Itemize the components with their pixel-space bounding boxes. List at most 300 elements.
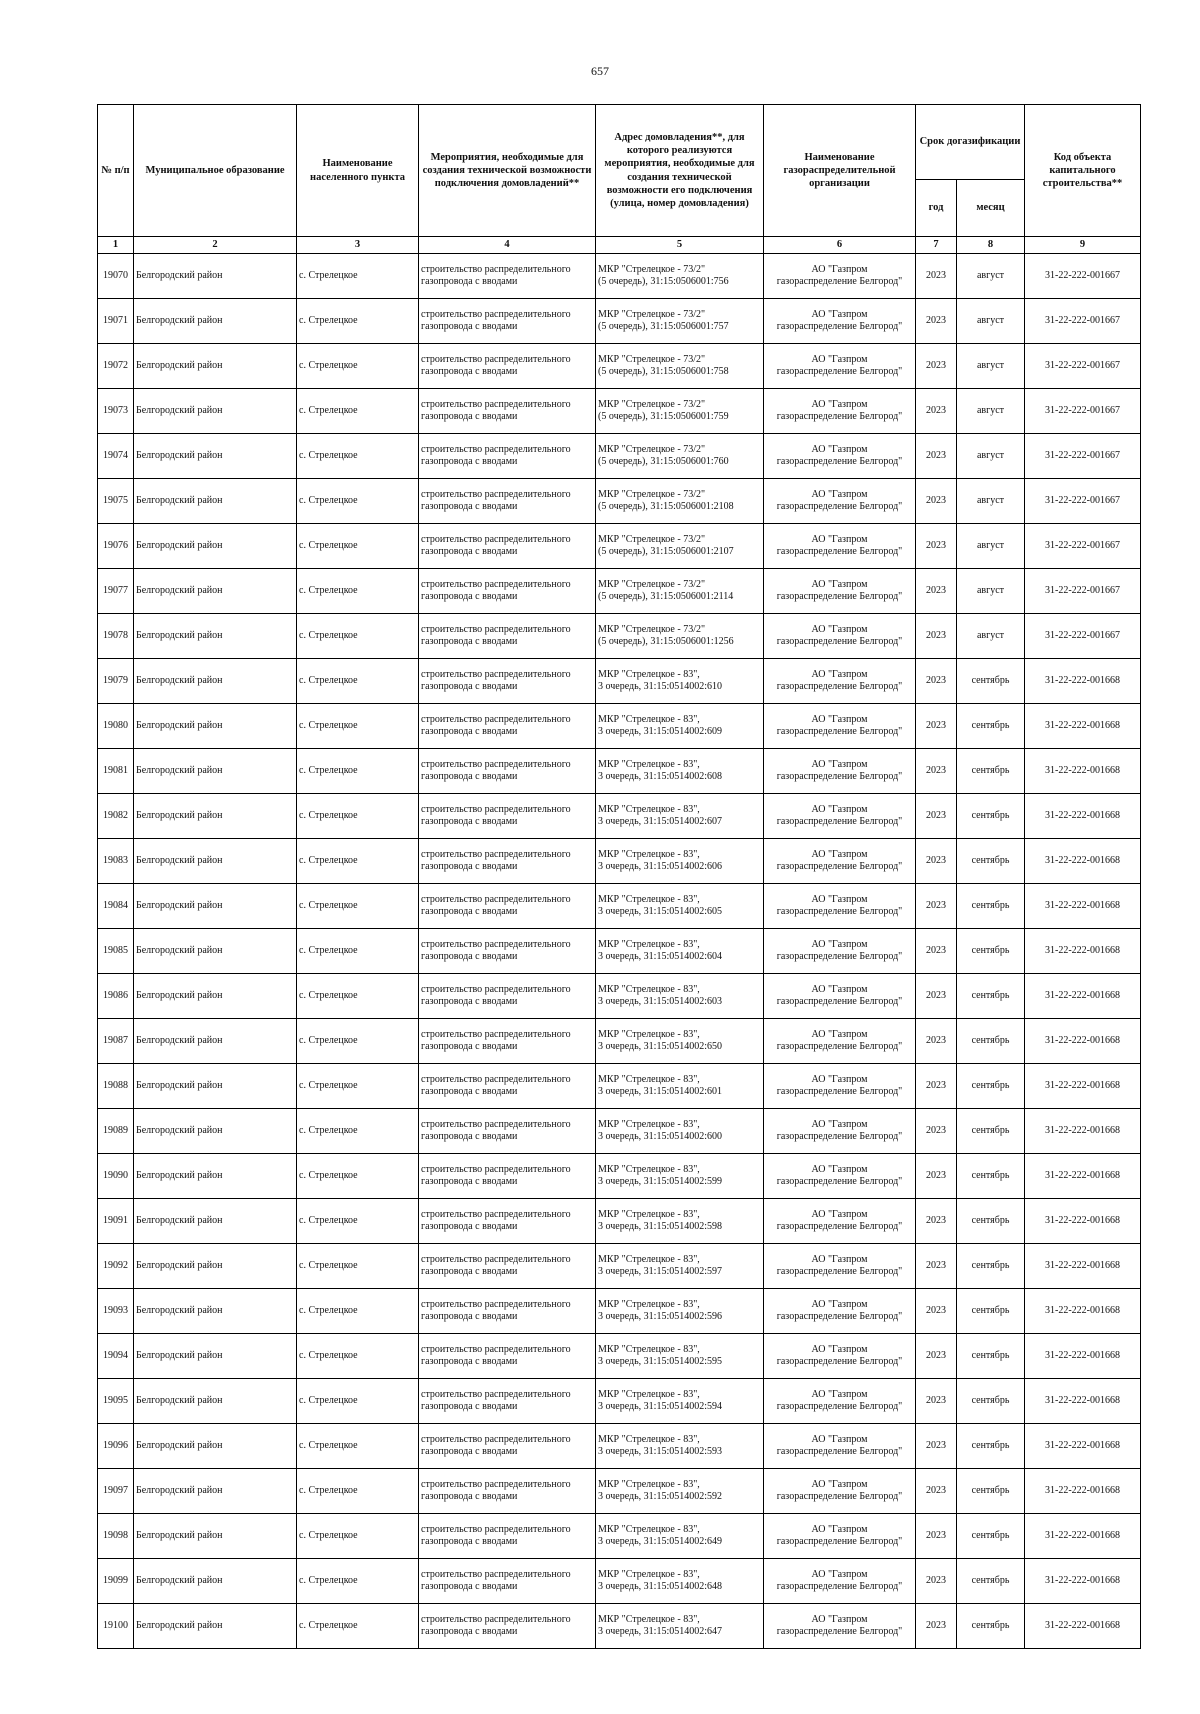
locality-cell: с. Стрелецкое bbox=[297, 389, 419, 434]
year-cell: 2023 bbox=[916, 1199, 957, 1244]
month-cell: август bbox=[957, 389, 1025, 434]
address-line: (5 очередь), 31:15:0506001:2108 bbox=[598, 501, 734, 512]
object-code-cell: 31-22-222-001668 bbox=[1025, 1334, 1141, 1379]
organization-line: АО "Газпром bbox=[811, 1344, 868, 1355]
table-row bbox=[98, 524, 1141, 569]
measures-line: строительство распределительного bbox=[421, 939, 571, 950]
organization-cell bbox=[764, 1064, 916, 1109]
locality-cell: с. Стрелецкое bbox=[297, 524, 419, 569]
organization-line: газораспределение Белгород" bbox=[776, 1491, 903, 1502]
row-number: 19089 bbox=[98, 1109, 134, 1154]
organization-cell bbox=[764, 614, 916, 659]
measures-line: газопровода с вводами bbox=[421, 591, 518, 602]
address-line: МКР "Стрелецкое - 73/2" bbox=[598, 624, 706, 635]
organization-line: АО "Газпром bbox=[811, 264, 868, 275]
table-row bbox=[98, 254, 1141, 299]
measures-line: строительство распределительного bbox=[421, 1209, 571, 1220]
organization-line: АО "Газпром bbox=[811, 714, 868, 725]
measures-cell bbox=[419, 1334, 596, 1379]
row-number: 19070 bbox=[98, 254, 134, 299]
year-cell: 2023 bbox=[916, 434, 957, 479]
organization-line: газораспределение Белгород" bbox=[776, 906, 903, 917]
table-row bbox=[98, 344, 1141, 389]
measures-cell bbox=[419, 389, 596, 434]
address-line: МКР "Стрелецкое - 83", bbox=[598, 1299, 700, 1310]
organization-line: АО "Газпром bbox=[811, 1074, 868, 1085]
organization-line: газораспределение Белгород" bbox=[776, 321, 903, 332]
year-cell: 2023 bbox=[916, 704, 957, 749]
address-cell bbox=[596, 1289, 764, 1334]
month-cell: сентябрь bbox=[957, 1469, 1025, 1514]
organization-line: газораспределение Белгород" bbox=[776, 1221, 903, 1232]
locality-cell: с. Стрелецкое bbox=[297, 1019, 419, 1064]
year-cell: 2023 bbox=[916, 1559, 957, 1604]
organization-cell bbox=[764, 929, 916, 974]
measures-line: газопровода с вводами bbox=[421, 1401, 518, 1412]
locality-cell: с. Стрелецкое bbox=[297, 434, 419, 479]
measures-cell bbox=[419, 1379, 596, 1424]
municipality-cell: Белгородский район bbox=[134, 1244, 297, 1289]
organization-line: АО "Газпром bbox=[811, 849, 868, 860]
municipality-cell: Белгородский район bbox=[134, 749, 297, 794]
municipality-cell: Белгородский район bbox=[134, 794, 297, 839]
municipality-cell: Белгородский район bbox=[134, 1064, 297, 1109]
organization-line: АО "Газпром bbox=[811, 759, 868, 770]
row-number: 19092 bbox=[98, 1244, 134, 1289]
organization-line: газораспределение Белгород" bbox=[776, 771, 903, 782]
address-cell bbox=[596, 1109, 764, 1154]
address-line: 3 очередь, 31:15:0514002:597 bbox=[598, 1266, 722, 1277]
municipality-cell: Белгородский район bbox=[134, 344, 297, 389]
organization-line: газораспределение Белгород" bbox=[776, 546, 903, 557]
organization-line: АО "Газпром bbox=[811, 1254, 868, 1265]
object-code-cell: 31-22-222-001667 bbox=[1025, 254, 1141, 299]
address-line: 3 очередь, 31:15:0514002:608 bbox=[598, 771, 722, 782]
locality-cell: с. Стрелецкое bbox=[297, 254, 419, 299]
month-cell: сентябрь bbox=[957, 1154, 1025, 1199]
row-number: 19098 bbox=[98, 1514, 134, 1559]
address-cell bbox=[596, 299, 764, 344]
object-code-cell: 31-22-222-001667 bbox=[1025, 569, 1141, 614]
organization-cell bbox=[764, 344, 916, 389]
municipality-cell: Белгородский район bbox=[134, 569, 297, 614]
month-cell: сентябрь bbox=[957, 1424, 1025, 1469]
table-row bbox=[98, 614, 1141, 659]
object-code-cell: 31-22-222-001668 bbox=[1025, 1514, 1141, 1559]
year-cell: 2023 bbox=[916, 389, 957, 434]
address-cell bbox=[596, 479, 764, 524]
measures-cell bbox=[419, 1199, 596, 1244]
row-number: 19099 bbox=[98, 1559, 134, 1604]
organization-line: газораспределение Белгород" bbox=[776, 636, 903, 647]
address-line: (5 очередь), 31:15:0506001:756 bbox=[598, 276, 729, 287]
address-cell bbox=[596, 974, 764, 1019]
year-cell: 2023 bbox=[916, 1244, 957, 1289]
organization-cell bbox=[764, 1424, 916, 1469]
measures-cell bbox=[419, 569, 596, 614]
table-row bbox=[98, 569, 1141, 614]
column-number: 7 bbox=[916, 237, 957, 254]
measures-cell bbox=[419, 974, 596, 1019]
object-code-cell: 31-22-222-001668 bbox=[1025, 1289, 1141, 1334]
table-row bbox=[98, 839, 1141, 884]
organization-line: газораспределение Белгород" bbox=[776, 681, 903, 692]
header-locality: Наименование населенного пункта bbox=[297, 105, 419, 237]
column-number-row bbox=[98, 237, 1141, 254]
measures-cell bbox=[419, 1154, 596, 1199]
municipality-cell: Белгородский район bbox=[134, 479, 297, 524]
measures-line: строительство распределительного bbox=[421, 1119, 571, 1130]
organization-cell bbox=[764, 1289, 916, 1334]
municipality-cell: Белгородский район bbox=[134, 974, 297, 1019]
locality-cell: с. Стрелецкое bbox=[297, 1199, 419, 1244]
organization-line: газораспределение Белгород" bbox=[776, 411, 903, 422]
organization-line: газораспределение Белгород" bbox=[776, 1086, 903, 1097]
measures-cell bbox=[419, 524, 596, 569]
organization-cell bbox=[764, 1109, 916, 1154]
month-cell: сентябрь bbox=[957, 1379, 1025, 1424]
object-code-cell: 31-22-222-001668 bbox=[1025, 1109, 1141, 1154]
organization-cell bbox=[764, 254, 916, 299]
address-line: МКР "Стрелецкое - 83", bbox=[598, 1344, 700, 1355]
month-cell: сентябрь bbox=[957, 1199, 1025, 1244]
row-number: 19076 bbox=[98, 524, 134, 569]
object-code-cell: 31-22-222-001667 bbox=[1025, 479, 1141, 524]
locality-cell: с. Стрелецкое bbox=[297, 1289, 419, 1334]
address-line: МКР "Стрелецкое - 83", bbox=[598, 939, 700, 950]
year-cell: 2023 bbox=[916, 569, 957, 614]
address-line: 3 очередь, 31:15:0514002:599 bbox=[598, 1176, 722, 1187]
address-cell bbox=[596, 1244, 764, 1289]
address-line: (5 очередь), 31:15:0506001:758 bbox=[598, 366, 729, 377]
month-cell: сентябрь bbox=[957, 1109, 1025, 1154]
locality-cell: с. Стрелецкое bbox=[297, 299, 419, 344]
header-deadline: Срок догазификации bbox=[916, 105, 1025, 180]
organization-line: АО "Газпром bbox=[811, 534, 868, 545]
month-cell: сентябрь bbox=[957, 1064, 1025, 1109]
month-cell: август bbox=[957, 254, 1025, 299]
measures-line: газопровода с вводами bbox=[421, 996, 518, 1007]
organization-line: газораспределение Белгород" bbox=[776, 1131, 903, 1142]
table-row bbox=[98, 749, 1141, 794]
organization-line: газораспределение Белгород" bbox=[776, 996, 903, 1007]
row-number: 19073 bbox=[98, 389, 134, 434]
address-line: МКР "Стрелецкое - 83", bbox=[598, 1479, 700, 1490]
table-row bbox=[98, 884, 1141, 929]
address-line: МКР "Стрелецкое - 83", bbox=[598, 849, 700, 860]
table-row bbox=[98, 389, 1141, 434]
municipality-cell: Белгородский район bbox=[134, 1559, 297, 1604]
measures-cell bbox=[419, 1514, 596, 1559]
address-line: 3 очередь, 31:15:0514002:603 bbox=[598, 996, 722, 1007]
measures-cell bbox=[419, 1244, 596, 1289]
measures-cell bbox=[419, 929, 596, 974]
object-code-cell: 31-22-222-001668 bbox=[1025, 929, 1141, 974]
address-line: 3 очередь, 31:15:0514002:609 bbox=[598, 726, 722, 737]
organization-line: АО "Газпром bbox=[811, 1299, 868, 1310]
measures-line: газопровода с вводами bbox=[421, 501, 518, 512]
table-body bbox=[98, 254, 1141, 1649]
measures-line: строительство распределительного bbox=[421, 444, 571, 455]
organization-line: АО "Газпром bbox=[811, 1389, 868, 1400]
month-cell: август bbox=[957, 524, 1025, 569]
municipality-cell: Белгородский район bbox=[134, 614, 297, 659]
measures-line: газопровода с вводами bbox=[421, 1311, 518, 1322]
table-row bbox=[98, 704, 1141, 749]
organization-cell bbox=[764, 569, 916, 614]
organization-cell bbox=[764, 839, 916, 884]
address-line: МКР "Стрелецкое - 83", bbox=[598, 669, 700, 680]
organization-line: газораспределение Белгород" bbox=[776, 591, 903, 602]
organization-cell bbox=[764, 1244, 916, 1289]
organization-line: АО "Газпром bbox=[811, 624, 868, 635]
address-line: (5 очередь), 31:15:0506001:760 bbox=[598, 456, 729, 467]
header-municipality: Муниципальное образование bbox=[134, 105, 297, 237]
measures-cell bbox=[419, 254, 596, 299]
table-row bbox=[98, 1604, 1141, 1649]
year-cell: 2023 bbox=[916, 794, 957, 839]
address-line: МКР "Стрелецкое - 73/2" bbox=[598, 354, 706, 365]
measures-line: газопровода с вводами bbox=[421, 1491, 518, 1502]
table-row bbox=[98, 1199, 1141, 1244]
table-row bbox=[98, 1334, 1141, 1379]
municipality-cell: Белгородский район bbox=[134, 884, 297, 929]
address-line: МКР "Стрелецкое - 73/2" bbox=[598, 309, 706, 320]
measures-line: газопровода с вводами bbox=[421, 681, 518, 692]
column-number: 4 bbox=[419, 237, 596, 254]
object-code-cell: 31-22-222-001668 bbox=[1025, 1019, 1141, 1064]
table-row bbox=[98, 1064, 1141, 1109]
measures-line: строительство распределительного bbox=[421, 354, 571, 365]
organization-line: АО "Газпром bbox=[811, 1029, 868, 1040]
object-code-cell: 31-22-222-001668 bbox=[1025, 749, 1141, 794]
organization-line: АО "Газпром bbox=[811, 1569, 868, 1580]
year-cell: 2023 bbox=[916, 1154, 957, 1199]
organization-line: АО "Газпром bbox=[811, 354, 868, 365]
measures-line: строительство распределительного bbox=[421, 1254, 571, 1265]
organization-cell bbox=[764, 479, 916, 524]
organization-cell bbox=[764, 1469, 916, 1514]
measures-cell bbox=[419, 839, 596, 884]
measures-line: газопровода с вводами bbox=[421, 861, 518, 872]
organization-line: АО "Газпром bbox=[811, 579, 868, 590]
table-row bbox=[98, 794, 1141, 839]
locality-cell: с. Стрелецкое bbox=[297, 1244, 419, 1289]
measures-cell bbox=[419, 884, 596, 929]
address-line: 3 очередь, 31:15:0514002:594 bbox=[598, 1401, 722, 1412]
organization-cell bbox=[764, 794, 916, 839]
month-cell: сентябрь bbox=[957, 974, 1025, 1019]
object-code-cell: 31-22-222-001668 bbox=[1025, 839, 1141, 884]
measures-line: газопровода с вводами bbox=[421, 1356, 518, 1367]
address-cell bbox=[596, 794, 764, 839]
locality-cell: с. Стрелецкое bbox=[297, 884, 419, 929]
table-row bbox=[98, 1514, 1141, 1559]
municipality-cell: Белгородский район bbox=[134, 704, 297, 749]
row-number: 19083 bbox=[98, 839, 134, 884]
table-row bbox=[98, 1289, 1141, 1334]
address-line: 3 очередь, 31:15:0514002:592 bbox=[598, 1491, 722, 1502]
address-cell bbox=[596, 1199, 764, 1244]
header-measures: Мероприятия, необходимые для создания технической возможности подключения домовладений** bbox=[419, 105, 596, 237]
measures-line: строительство распределительного bbox=[421, 1074, 571, 1085]
address-line: МКР "Стрелецкое - 83", bbox=[598, 1074, 700, 1085]
measures-cell bbox=[419, 1109, 596, 1154]
header-num: № п/п bbox=[98, 105, 134, 237]
month-cell: сентябрь bbox=[957, 1604, 1025, 1649]
address-line: МКР "Стрелецкое - 83", bbox=[598, 1524, 700, 1535]
table-header bbox=[98, 105, 1141, 254]
object-code-cell: 31-22-222-001668 bbox=[1025, 1199, 1141, 1244]
object-code-cell: 31-22-222-001668 bbox=[1025, 884, 1141, 929]
object-code-cell: 31-22-222-001668 bbox=[1025, 1064, 1141, 1109]
measures-cell bbox=[419, 1604, 596, 1649]
organization-line: АО "Газпром bbox=[811, 984, 868, 995]
address-line: 3 очередь, 31:15:0514002:607 bbox=[598, 816, 722, 827]
measures-line: газопровода с вводами bbox=[421, 411, 518, 422]
address-line: (5 очередь), 31:15:0506001:2107 bbox=[598, 546, 734, 557]
measures-line: газопровода с вводами bbox=[421, 1176, 518, 1187]
measures-cell bbox=[419, 1289, 596, 1334]
organization-line: газораспределение Белгород" bbox=[776, 1356, 903, 1367]
address-line: МКР "Стрелецкое - 73/2" bbox=[598, 264, 706, 275]
address-cell bbox=[596, 704, 764, 749]
municipality-cell: Белгородский район bbox=[134, 434, 297, 479]
object-code-cell: 31-22-222-001668 bbox=[1025, 1154, 1141, 1199]
municipality-cell: Белгородский район bbox=[134, 1019, 297, 1064]
address-line: 3 очередь, 31:15:0514002:600 bbox=[598, 1131, 722, 1142]
column-number: 6 bbox=[764, 237, 916, 254]
organization-line: газораспределение Белгород" bbox=[776, 1041, 903, 1052]
locality-cell: с. Стрелецкое bbox=[297, 1424, 419, 1469]
address-line: 3 очередь, 31:15:0514002:647 bbox=[598, 1626, 722, 1637]
address-line: 3 очередь, 31:15:0514002:648 bbox=[598, 1581, 722, 1592]
row-number: 19090 bbox=[98, 1154, 134, 1199]
municipality-cell: Белгородский район bbox=[134, 659, 297, 704]
locality-cell: с. Стрелецкое bbox=[297, 569, 419, 614]
object-code-cell: 31-22-222-001668 bbox=[1025, 659, 1141, 704]
address-cell bbox=[596, 1469, 764, 1514]
organization-line: газораспределение Белгород" bbox=[776, 366, 903, 377]
measures-cell bbox=[419, 344, 596, 389]
object-code-cell: 31-22-222-001668 bbox=[1025, 1244, 1141, 1289]
year-cell: 2023 bbox=[916, 884, 957, 929]
address-cell bbox=[596, 1019, 764, 1064]
municipality-cell: Белгородский район bbox=[134, 1199, 297, 1244]
month-cell: август bbox=[957, 569, 1025, 614]
table-row bbox=[98, 1424, 1141, 1469]
organization-line: АО "Газпром bbox=[811, 804, 868, 815]
measures-cell bbox=[419, 1559, 596, 1604]
measures-line: строительство распределительного bbox=[421, 1614, 571, 1625]
measures-cell bbox=[419, 1064, 596, 1109]
measures-line: газопровода с вводами bbox=[421, 276, 518, 287]
address-cell bbox=[596, 1424, 764, 1469]
address-cell bbox=[596, 344, 764, 389]
row-number: 19080 bbox=[98, 704, 134, 749]
row-number: 19085 bbox=[98, 929, 134, 974]
organization-line: АО "Газпром bbox=[811, 939, 868, 950]
organization-line: газораспределение Белгород" bbox=[776, 1626, 903, 1637]
locality-cell: с. Стрелецкое bbox=[297, 614, 419, 659]
month-cell: сентябрь bbox=[957, 1244, 1025, 1289]
object-code-cell: 31-22-222-001668 bbox=[1025, 794, 1141, 839]
object-code-cell: 31-22-222-001667 bbox=[1025, 614, 1141, 659]
measures-line: строительство распределительного bbox=[421, 489, 571, 500]
object-code-cell: 31-22-222-001668 bbox=[1025, 1379, 1141, 1424]
locality-cell: с. Стрелецкое bbox=[297, 1379, 419, 1424]
measures-cell bbox=[419, 1424, 596, 1469]
address-cell bbox=[596, 839, 764, 884]
table-row bbox=[98, 479, 1141, 524]
address-line: МКР "Стрелецкое - 83", bbox=[598, 1209, 700, 1220]
address-line: МКР "Стрелецкое - 83", bbox=[598, 804, 700, 815]
measures-cell bbox=[419, 299, 596, 344]
object-code-cell: 31-22-222-001668 bbox=[1025, 1469, 1141, 1514]
table-row bbox=[98, 659, 1141, 704]
organization-cell bbox=[764, 884, 916, 929]
year-cell: 2023 bbox=[916, 1289, 957, 1334]
organization-line: АО "Газпром bbox=[811, 894, 868, 905]
measures-line: строительство распределительного bbox=[421, 1299, 571, 1310]
year-cell: 2023 bbox=[916, 659, 957, 704]
measures-line: строительство распределительного bbox=[421, 1569, 571, 1580]
measures-line: строительство распределительного bbox=[421, 399, 571, 410]
table-row bbox=[98, 1244, 1141, 1289]
year-cell: 2023 bbox=[916, 1514, 957, 1559]
month-cell: сентябрь bbox=[957, 1514, 1025, 1559]
address-line: МКР "Стрелецкое - 73/2" bbox=[598, 444, 706, 455]
locality-cell: с. Стрелецкое bbox=[297, 1559, 419, 1604]
measures-cell bbox=[419, 1469, 596, 1514]
year-cell: 2023 bbox=[916, 929, 957, 974]
address-line: 3 очередь, 31:15:0514002:606 bbox=[598, 861, 722, 872]
year-cell: 2023 bbox=[916, 1379, 957, 1424]
year-cell: 2023 bbox=[916, 1109, 957, 1154]
organization-line: АО "Газпром bbox=[811, 1524, 868, 1535]
locality-cell: с. Стрелецкое bbox=[297, 479, 419, 524]
organization-line: газораспределение Белгород" bbox=[776, 276, 903, 287]
column-number: 3 bbox=[297, 237, 419, 254]
object-code-cell: 31-22-222-001668 bbox=[1025, 704, 1141, 749]
month-cell: август bbox=[957, 479, 1025, 524]
municipality-cell: Белгородский район bbox=[134, 929, 297, 974]
measures-line: газопровода с вводами bbox=[421, 636, 518, 647]
address-line: МКР "Стрелецкое - 73/2" bbox=[598, 399, 706, 410]
table-row bbox=[98, 1154, 1141, 1199]
column-number: 5 bbox=[596, 237, 764, 254]
header-address: Адрес домовладения**, для которого реализуются мероприятия, необходимые для создания технической возможности его подключения (улица, номер домовладения) bbox=[596, 105, 764, 237]
address-line: МКР "Стрелецкое - 73/2" bbox=[598, 579, 706, 590]
organization-cell bbox=[764, 1604, 916, 1649]
measures-line: строительство распределительного bbox=[421, 1479, 571, 1490]
gasification-table bbox=[97, 104, 1141, 1649]
address-line: МКР "Стрелецкое - 73/2" bbox=[598, 534, 706, 545]
municipality-cell: Белгородский район bbox=[134, 1289, 297, 1334]
object-code-cell: 31-22-222-001667 bbox=[1025, 524, 1141, 569]
organization-line: газораспределение Белгород" bbox=[776, 501, 903, 512]
header-month: месяц bbox=[957, 180, 1025, 237]
address-cell bbox=[596, 1604, 764, 1649]
measures-line: газопровода с вводами bbox=[421, 321, 518, 332]
address-line: МКР "Стрелецкое - 83", bbox=[598, 1119, 700, 1130]
measures-line: строительство распределительного bbox=[421, 624, 571, 635]
address-line: МКР "Стрелецкое - 83", bbox=[598, 894, 700, 905]
month-cell: сентябрь bbox=[957, 1334, 1025, 1379]
table-row bbox=[98, 1019, 1141, 1064]
locality-cell: с. Стрелецкое bbox=[297, 839, 419, 884]
object-code-cell: 31-22-222-001668 bbox=[1025, 974, 1141, 1019]
